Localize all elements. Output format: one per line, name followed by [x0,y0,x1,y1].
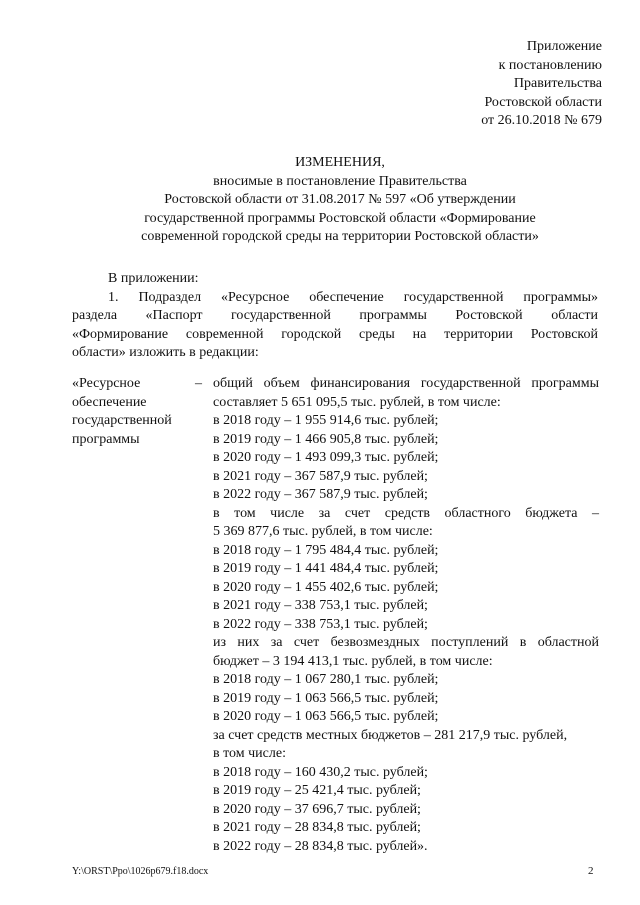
page-number: 2 [588,865,594,877]
resources-label [72,375,192,449]
resources-label-line: обеспечение [72,394,147,410]
intro-line: области» изложить в редакции: [72,345,259,360]
resources-line: в 2020 году – 37 696,7 тыс. рублей; [213,801,421,817]
resources-line: в 2018 году – 160 430,2 тыс. рублей; [213,764,428,780]
resources-line: в 2020 году – 1 063 566,5 тыс. рублей; [213,709,439,724]
resources-line: 5 369 877,6 тыс. рублей, в том числе: [213,524,433,539]
resources-line: в том числе: [213,746,286,761]
resources-line: в 2019 году – 1 466 905,8 тыс. рублей; [213,431,439,447]
resources-body [213,375,599,856]
resources-line: из них за счет безвозмездных поступлений в областной [213,635,599,650]
appendix-line: Правительства [513,76,602,92]
resources-line: в 2021 году – 28 834,8 тыс. рублей; [213,820,421,835]
resources-line: в 2018 году – 1 067 280,1 тыс. рублей; [213,672,439,687]
resources-line: в 2018 году – 1 955 914,6 тыс. рублей; [213,413,439,428]
title-line: Ростовской области от 31.08.2017 № 597 «Об утверждении [164,192,516,208]
resources-line: в 2021 году – 338 753,1 тыс. рублей; [213,598,428,613]
resources-line: в 2019 году – 1 441 484,4 тыс. рублей; [213,561,439,576]
document-title [40,154,640,247]
title-line: современной городской среды на территории Ростовской области» [141,229,539,245]
title-line: государственной программы Ростовской области «Формирование [144,210,536,226]
resources-line: в 2020 году – 1 455 402,6 тыс. рублей; [213,579,439,595]
resources-line: в 2021 году – 367 587,9 тыс. рублей; [213,468,428,484]
resources-line: общий объем финансирования государственной программы [213,376,599,391]
resources-label-line: программы [72,431,140,447]
resources-line: в 2022 году – 338 753,1 тыс. рублей; [213,616,428,632]
appendix-block [360,38,602,131]
resources-line: в 2019 году – 25 421,4 тыс. рублей; [213,783,421,798]
intro-line: раздела «Паспорт государственной программы Ростовской области [72,308,598,323]
appendix-line: Ростовской области [484,94,602,110]
resources-line: в 2019 году – 1 063 566,5 тыс. рублей; [213,690,439,706]
footer-file-path: Y:\ORST\Ppo\1026p679.f18.docx [72,866,209,877]
resources-line: составляет 5 651 095,5 тыс. рублей, в том числе: [213,394,501,410]
resources-line: бюджет – 3 194 413,1 тыс. рублей, в том числе: [213,653,493,669]
resources-line: за счет средств местных бюджетов – 281 217,9 тыс. рублей, [213,727,568,743]
resources-line: в 2022 году – 367 587,9 тыс. рублей; [213,487,428,502]
resources-line: в 2020 году – 1 493 099,3 тыс. рублей; [213,450,439,465]
intro-paragraph: В приложении: [108,271,199,286]
resources-line: в 2018 году – 1 795 484,4 тыс. рублей; [213,542,439,558]
resources-dash: – [195,376,202,391]
appendix-line: от 26.10.2018 № 679 [481,113,602,129]
title-line: вносимые в постановление Правительства [213,173,467,189]
resources-label-line: «Ресурсное [72,376,141,391]
resources-line: в 2022 году – 28 834,8 тыс. рублей». [213,838,428,854]
intro-line: «Формирование современной городской среды на территории Ростовской [72,326,598,342]
resources-line: в том числе за счет средств областного бюджета – [213,505,599,521]
resources-label-line: государственной [72,413,172,428]
appendix-line: Приложение [526,39,602,54]
intro-line: 1. Подраздел «Ресурсное обеспечение государственной программы» [108,289,598,305]
appendix-line: к постановлению [498,57,602,73]
intro-text [72,270,598,363]
title-heading: ИЗМЕНЕНИЯ, [295,155,385,170]
